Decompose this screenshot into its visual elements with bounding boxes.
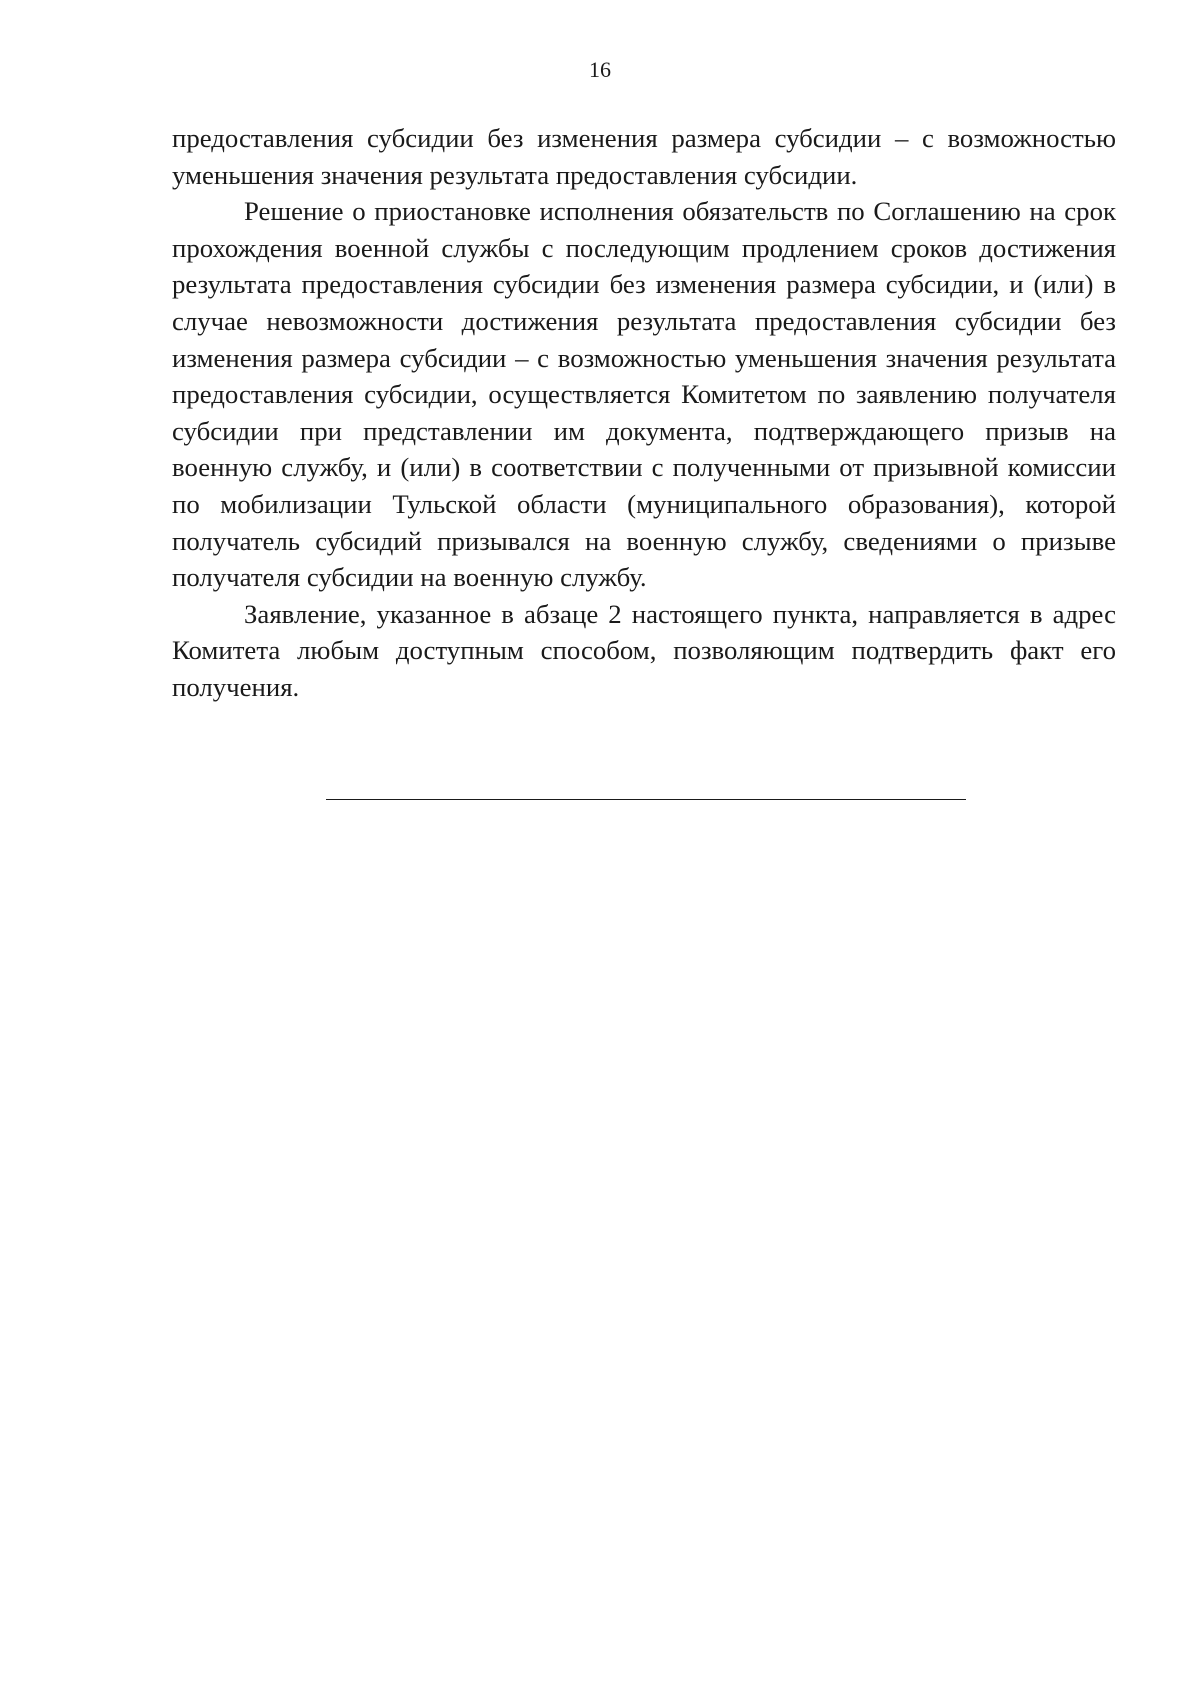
paragraph-decision: Решение о приостановке исполнения обязательств по Соглашению на срок прохождения военной службы с последующим продлением сроков достижения результата предоставления субсидии без изменения размера субсидии, и (или) в случае невозможности достижения результата предоставления субсидии без изменения размера субсидии – с возможностью уменьшения значения результата предоставления субсидии, осуществляется Комитетом по заявлению получателя субсидии при представлении им документа, подтверждающего призыв на военную службу, и (или) в соответствии с полученными от призывной комиссии по мобилизации Тульской области (муниципального образования), которой получатель субсидий призывался на военную службу, сведениями о призыве получателя субсидии на военную службу. [172, 196, 1116, 593]
document-body [172, 120, 1116, 706]
page-number: 16 [589, 57, 611, 82]
paragraph-application: Заявление, указанное в абзаце 2 настоящего пункта, направляется в адрес Комитета любым доступным способом, позволяющим подтвердить факт его получения. [172, 598, 1116, 702]
paragraph-continuation: предоставления субсидии без изменения размера субсидии – с возможностью уменьшения значения результата предоставления субсидии. [172, 123, 1116, 190]
end-separator-line [326, 799, 966, 800]
